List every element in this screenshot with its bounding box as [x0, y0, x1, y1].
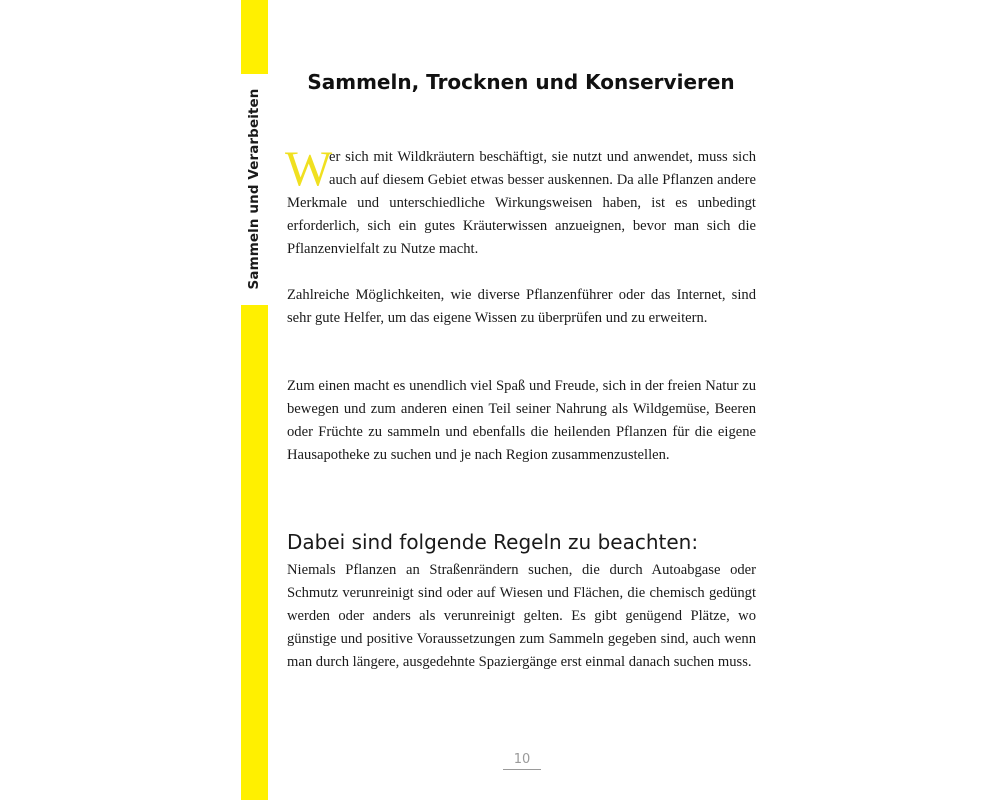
paragraph-resources: Zahlreiche Möglichkeiten, wie diverse Pflanzenführer oder das Internet, sind sehr gute Helfer, um das eigene Wissen zu überprüfen und zu erweitern. [287, 287, 756, 326]
paragraph-nature: Zum einen macht es unendlich viel Spaß und Freude, sich in der freien Natur zu bewegen und zum anderen einen Teil seiner Nahrung als Wildgemüse, Beeren oder Früchte zu sammeln und ebenfalls die heilenden Pflanzen für die eigene Hausapotheke zu suchen und je nach Region zusammenzustellen. [287, 378, 756, 463]
chapter-side-label: Sammeln und Verarbeiten [246, 88, 262, 290]
chapter-marker-bar-top [241, 0, 268, 74]
rules-heading: Dabei sind folgende Regeln zu beachten: [287, 530, 699, 554]
chapter-marker-bar-bottom [241, 305, 268, 800]
paragraph-rules: Niemals Pflanzen an Straßenrändern suchen, die durch Autoabgase oder Schmutz verunreinigt sind oder auf Wiesen und Flächen, die chemisch gedüngt werden oder anders als verunreinigt gelten. Es gibt genügend Plätze, wo günstige und positive Voraussetzungen zum Sammeln gegeben sind, auch wenn man durch längere, ausgedehnte Spaziergänge erst einmal danach suchen muss. [287, 562, 756, 670]
page-title: Sammeln, Trocknen und Konservieren [307, 70, 735, 94]
paragraph-intro [285, 140, 756, 261]
paragraph-intro-text: er sich mit Wildkräutern beschäftigt, sie nutzt und anwendet, muss sich auch auf diesem Gebiet etwas besser auskennen. Da alle Pflanzen andere Merkmale und unterschiedliche Wirkungsweisen haben, ist es unbedingt erforderlich, sich ein gutes Kräuterwissen anzueignen, bevor man sich die Pflanzenvielfalt zu Nutze macht. [287, 149, 756, 257]
page-number: 10 [503, 752, 541, 770]
drop-cap [285, 140, 333, 196]
drop-cap-letter: W [285, 140, 333, 196]
